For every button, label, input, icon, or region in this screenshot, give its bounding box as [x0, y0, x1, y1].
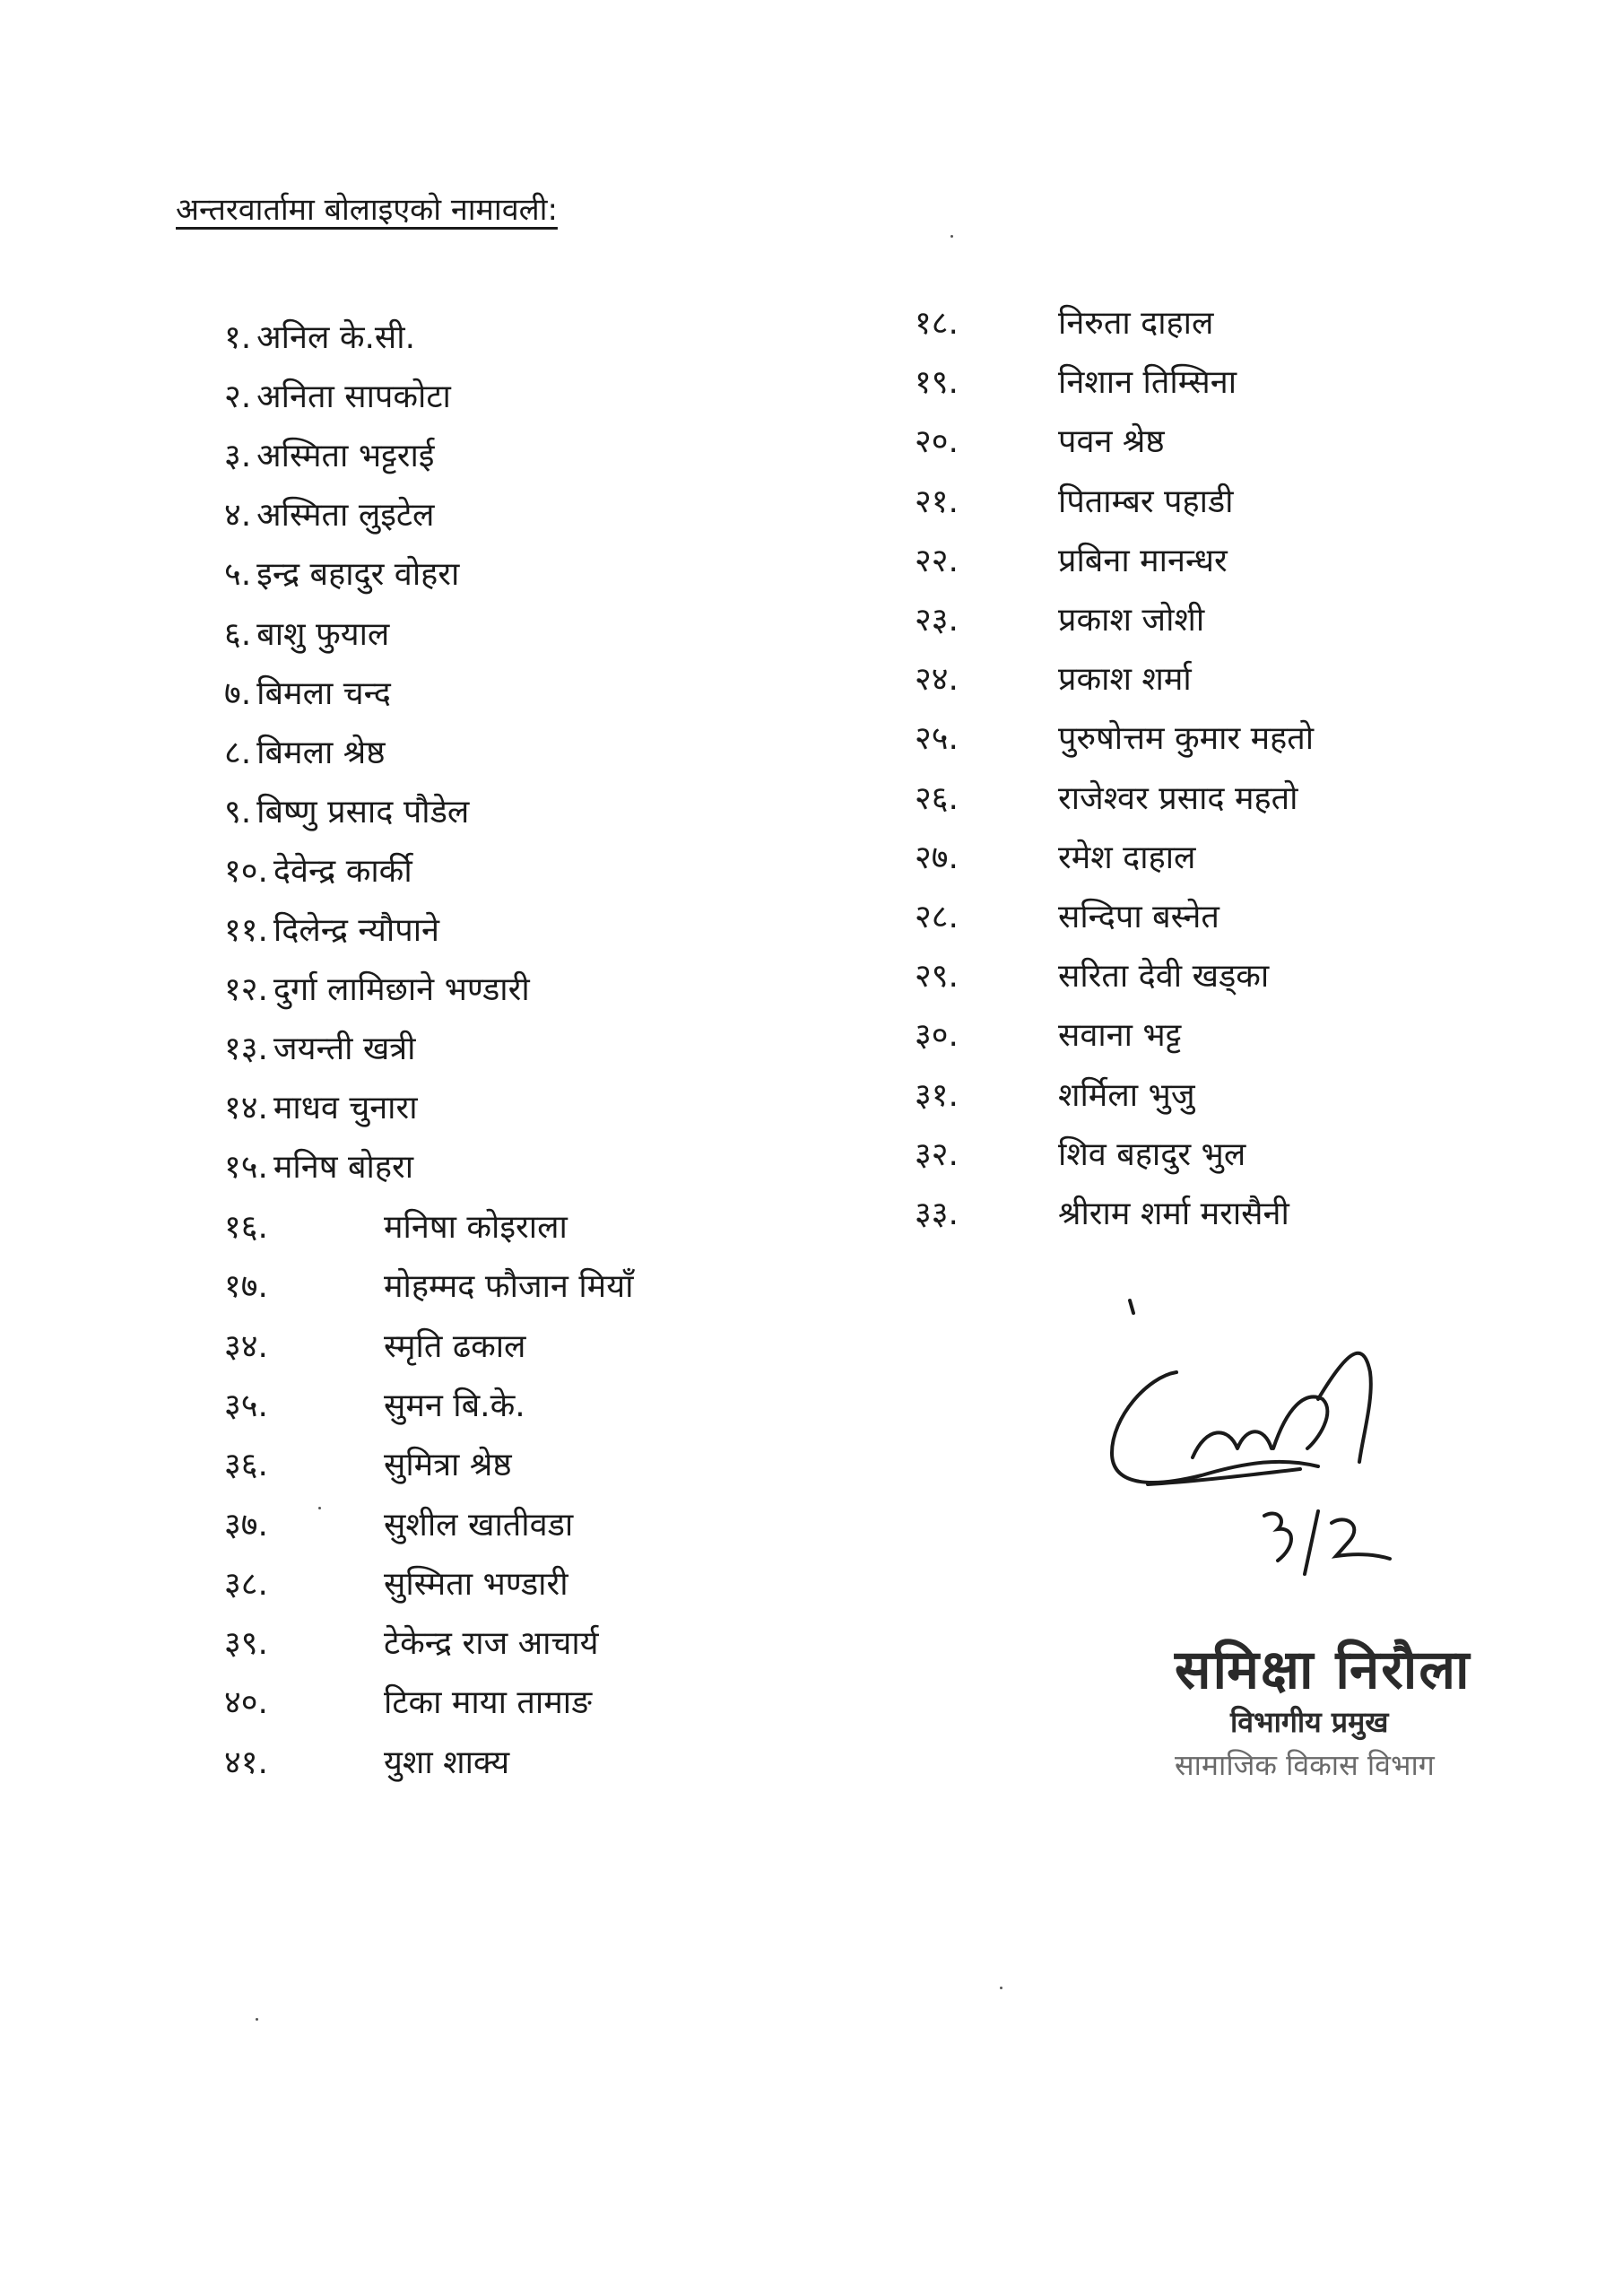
list-item — [224, 909, 439, 953]
list-item — [224, 1622, 599, 1666]
candidate-name: बाशु फुयाल — [256, 615, 390, 653]
item-number: ५. — [224, 556, 252, 594]
item-number: १७. — [224, 1268, 268, 1306]
signatory-name: समिक्षा निरौला — [1175, 1639, 1471, 1701]
list-item — [915, 361, 1237, 405]
list-item — [224, 1265, 633, 1309]
list-item — [224, 731, 385, 776]
candidate-name: प्रकाश शर्मा — [1058, 661, 1192, 699]
item-number: ६. — [224, 615, 252, 653]
list-item — [915, 598, 1204, 643]
candidate-name: सरिता देवी खड्का — [1058, 958, 1270, 996]
item-number: ३६. — [224, 1447, 268, 1484]
candidate-name: अस्मिता भट्टराई — [256, 438, 435, 475]
item-number: ८. — [224, 734, 252, 771]
item-number: ३२. — [915, 1135, 959, 1173]
item-number: ३१. — [915, 1076, 959, 1114]
item-number: २३. — [915, 602, 959, 639]
candidate-name: माधव चुनारा — [273, 1090, 418, 1127]
item-number: २५. — [915, 720, 959, 758]
item-number: २८. — [915, 899, 959, 935]
candidate-name: बिष्णु प्रसाद पौडेल — [256, 793, 470, 831]
list-item — [224, 1384, 525, 1429]
item-number: १. — [224, 319, 252, 356]
list-item — [224, 790, 469, 835]
list-item — [915, 480, 1234, 525]
list-item — [224, 672, 391, 717]
list-item — [915, 717, 1314, 761]
item-number: १९. — [915, 364, 959, 402]
list-item — [915, 1133, 1245, 1178]
candidate-name: युशा शाक्य — [384, 1744, 510, 1781]
list-item — [915, 657, 1192, 702]
candidate-name: मनिष बोहरा — [273, 1149, 414, 1187]
item-number: १५. — [224, 1149, 268, 1187]
item-number: २. — [224, 378, 252, 416]
candidate-name: प्रकाश जोशी — [1058, 602, 1205, 639]
candidate-name: शिव बहादुर भुल — [1058, 1135, 1246, 1173]
item-number: १८. — [915, 305, 959, 342]
list-item — [915, 1192, 1289, 1237]
candidate-name: राजेश्वर प्रसाद महतो — [1058, 779, 1298, 817]
list-item — [915, 420, 1165, 465]
list-item — [224, 1145, 413, 1190]
item-number: २२. — [915, 542, 959, 579]
item-number: २९. — [915, 958, 959, 996]
candidate-name: सवाना भट्ट — [1058, 1017, 1182, 1055]
item-number: १४. — [224, 1090, 268, 1127]
item-number: १०. — [224, 852, 268, 890]
item-number: ३८. — [224, 1565, 268, 1603]
item-number: ४. — [224, 497, 252, 535]
item-number: ३. — [224, 438, 252, 475]
candidate-name: देवेन्द्र कार्की — [273, 852, 412, 890]
item-number: ३९. — [224, 1625, 268, 1663]
signatory-department: सामाजिक विकास विभाग — [1175, 1748, 1435, 1782]
item-number: ४०. — [224, 1684, 268, 1722]
scan-speck — [256, 2018, 258, 2021]
list-item — [915, 1013, 1181, 1058]
item-number: ७. — [224, 674, 252, 712]
list-item — [915, 301, 1213, 346]
item-number: ११. — [224, 912, 268, 949]
candidate-name: श्रीराम शर्मा मरासैनी — [1058, 1196, 1289, 1232]
item-number: ३४. — [224, 1327, 268, 1365]
scan-speck — [1000, 1987, 1002, 1989]
list-item — [224, 849, 412, 894]
candidate-name: सन्दिपा बस्नेत — [1058, 899, 1219, 935]
list-item — [224, 1443, 512, 1488]
candidate-name: सुशील खातीवडा — [384, 1506, 574, 1544]
list-heading: अन्तरवार्तामा बोलाइएको नामावली: — [176, 192, 558, 228]
list-item — [224, 968, 530, 1013]
candidate-name: दुर्गा लामिछाने भण्डारी — [273, 971, 530, 1009]
signatory-designation: विभागीय प्रमुख — [1230, 1705, 1389, 1739]
candidate-name: सुमन बि.के. — [384, 1387, 525, 1424]
item-number: १३. — [224, 1031, 268, 1068]
item-number: २६. — [915, 779, 959, 817]
list-item — [915, 954, 1269, 999]
candidate-name: पिताम्बर पहाडी — [1058, 483, 1234, 520]
item-number: २७. — [915, 839, 959, 876]
item-number: २०. — [915, 423, 959, 461]
item-number: ९. — [224, 793, 252, 831]
candidate-name: सुस्मिता भण्डारी — [384, 1565, 568, 1603]
item-number: २१. — [915, 483, 959, 520]
list-item — [224, 552, 459, 597]
list-item — [224, 1027, 416, 1072]
candidate-name: जयन्ती खत्री — [273, 1031, 416, 1068]
list-item — [224, 493, 434, 538]
candidate-name: दिलेन्द्र न्यौपाने — [273, 912, 439, 949]
candidate-name: मनिषा कोइराला — [384, 1209, 568, 1246]
candidate-name: शर्मिला भुजु — [1058, 1076, 1195, 1114]
item-number: १२. — [224, 971, 268, 1009]
item-number: ३५. — [224, 1387, 268, 1424]
candidate-name: अनिल के.सी. — [256, 319, 416, 356]
list-item — [224, 613, 389, 657]
candidate-name: मोहम्मद फौजान मियाँ — [384, 1268, 634, 1306]
scan-speck — [318, 1507, 321, 1509]
list-item — [224, 316, 415, 361]
candidate-name: प्रबिना मानन्धर — [1058, 542, 1228, 579]
list-item — [224, 1741, 509, 1786]
candidate-name: रमेश दाहाल — [1058, 839, 1196, 876]
item-number: ४१. — [224, 1744, 268, 1781]
candidate-name: निशान तिम्सिना — [1058, 364, 1237, 402]
list-item — [915, 895, 1219, 940]
list-item — [224, 1503, 573, 1548]
candidate-name: टेकेन्द्र राज आचार्य — [384, 1625, 599, 1663]
list-item — [224, 375, 451, 420]
item-number: ३७. — [224, 1506, 268, 1544]
candidate-name: टिका माया तामाङ — [384, 1684, 593, 1722]
list-item — [224, 1562, 568, 1607]
list-item — [915, 539, 1228, 584]
handwritten-signature — [1094, 1292, 1506, 1614]
list-item — [224, 434, 434, 479]
list-item — [915, 777, 1298, 822]
candidate-name: बिमला श्रेष्ठ — [256, 734, 386, 771]
candidate-name: निरुता दाहाल — [1058, 305, 1214, 342]
scan-speck — [950, 235, 953, 238]
list-item — [224, 1205, 568, 1250]
candidate-name: पुरुषोत्तम कुमार महतो — [1058, 720, 1315, 758]
list-item — [224, 1681, 592, 1726]
item-number: ३३. — [915, 1196, 959, 1232]
list-item — [224, 1325, 525, 1370]
item-number: ३०. — [915, 1017, 959, 1055]
candidate-name: पवन श्रेष्ठ — [1058, 423, 1165, 461]
item-number: १६. — [224, 1209, 268, 1246]
candidate-name: सुमित्रा श्रेष्ठ — [384, 1447, 512, 1484]
list-item — [224, 1086, 418, 1131]
candidate-name: अनिता सापकोटा — [256, 378, 451, 416]
item-number: २४. — [915, 661, 959, 699]
candidate-name: अस्मिता लुइटेल — [256, 497, 435, 535]
candidate-name: स्मृति ढकाल — [384, 1327, 526, 1365]
candidate-name: बिमला चन्द — [256, 674, 391, 712]
list-item — [915, 1074, 1195, 1118]
list-item — [915, 836, 1195, 881]
candidate-name: इन्द्र बहादुर वोहरा — [256, 556, 460, 594]
